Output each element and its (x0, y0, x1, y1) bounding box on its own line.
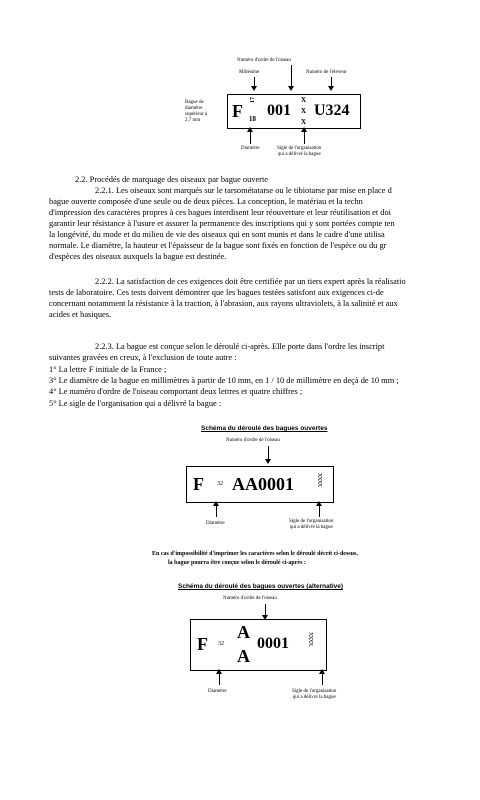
label-numero-ordre: Numéro d'ordre de l'oiseau (226, 438, 280, 443)
arrow-sigle (319, 505, 320, 517)
diagram-title: Schéma du déroulé des bagues ouvertes (201, 425, 328, 432)
sigle-x-mid: X (301, 107, 307, 115)
diametre-value: 18 (249, 115, 256, 123)
label-bague-diametre: Bague de diamètre supérieur à 2,7 mm (185, 100, 208, 123)
paragraph-line: 2.2.2. La satisfaction de ces exigences doit être certifiée par un tiers expert après la réalisatio (95, 277, 406, 286)
paragraph-line: bague ouverte composée d'une seule ou de deux pièces. La conception, le matériau et la techn (49, 197, 363, 206)
arrow-numero-eleveur (331, 77, 332, 87)
ring-box-1 (227, 94, 361, 129)
eleveur-value: U324 (314, 102, 350, 119)
list-item: 4° Le numéro d'ordre de l'oiseau comportant deux lettres et quatre chiffres ; (49, 387, 303, 396)
label-diametre: Diamètre (208, 689, 227, 694)
label-diametre: Diamètre (206, 521, 225, 526)
sigle-x-top: X (301, 96, 307, 104)
paragraph-line: d'impression des caractères propres à ces bagues interdisent leur réouverture et leur réutilisation et doi (49, 208, 391, 217)
label-numero-ordre: Numéro d'ordre de l'oiseau (223, 596, 277, 601)
ring-box-2 (186, 466, 334, 503)
label-sigle: Sigle de l'organisation qui a délivré la bague (277, 146, 322, 157)
section-heading-2-2: 2.2. Procédés de marquage des oiseaux par bague ouverte (75, 175, 269, 184)
list-item: 1° La lettre F initiale de la France ; (49, 365, 167, 374)
paragraph-line: tests de laboratoire. Ces tests doivent démontrer que les bagues testées satisfont aux exigences ci-de (49, 288, 384, 297)
note-line-1: En cas d'impossibilité d'imprimer les caractères selon le déroulé décrit ci-dessus, (152, 551, 358, 557)
label-sigle: Sigle de l'organisation qui a délivré la bague (289, 519, 334, 530)
label-numero-ordre: Numéro d'ordre de l'oiseau (237, 58, 291, 63)
paragraph-line: 2.2.1. Les oiseaux sont marqués sur le tarsométatarse ou le tibiotarse par mise en place d (95, 186, 392, 195)
arrow-diametre (250, 131, 251, 144)
list-item: 5° Le sigle de l'organisation qui a délivré la bague : (49, 399, 222, 408)
letter-a-top: A (237, 622, 250, 642)
arrow-diametre (216, 505, 217, 517)
millesime-value: 17 (250, 97, 256, 103)
diametre-value: 32 (217, 481, 223, 487)
sigle-x-bottom: X (301, 118, 307, 126)
note-line-2: la bague pourra être conçue selon le déroulé ci-après : (168, 560, 306, 566)
ordre-value: AA0001 (232, 474, 294, 494)
list-item: 3° Le diamètre de la bague en millimètres à partir de 10 mm, en 1 / 10 de millimètre en deçà de 10 mm ; (49, 376, 399, 385)
paragraph-line: acides et basiques. (49, 310, 112, 319)
ordre-value: 001 (267, 102, 291, 119)
paragraph-line: la longévité, du mode et du milieu de vie des oiseaux qui en sont munis et dans le cadre d'une utilisa (49, 230, 385, 239)
label-sigle: Sigle de l'organisation qui a délivré la bague (292, 689, 337, 700)
letter-f: F (197, 634, 208, 654)
arrow-diametre (219, 673, 220, 685)
letter-f: F (193, 474, 204, 494)
arrow-millesime (254, 77, 255, 87)
arrow-sigle (304, 131, 305, 144)
paragraph-line: suivantes gravées en creux, à l'exclusion de toute autre : (49, 353, 237, 362)
paragraph-line: normale. Le diamètre, la hauteur et l'épaisseur de la bague sont fixés en fonction de l'espèce ou du gr (49, 241, 387, 250)
label-diametre: Diamètre (241, 146, 260, 151)
letter-a-bottom: A (237, 646, 250, 666)
letter-f: F (232, 101, 243, 121)
label-millesime: Millésime (239, 70, 260, 75)
arrow-sigle (322, 673, 323, 685)
ordre-value: 0001 (257, 635, 289, 652)
arrow-numero-ordre (268, 446, 269, 460)
diagram-title: Schéma du déroulé des bagues ouvertes (alternative) (178, 583, 344, 590)
ring-box-3 (190, 619, 327, 671)
diametre-value: 32 (218, 641, 224, 647)
label-numero-eleveur: Numéro de l'éleveur (306, 70, 347, 75)
sigle-value: XXXX (307, 632, 313, 646)
paragraph-line: d'espèces des oiseaux auxquels la bague est destinée. (49, 252, 227, 261)
arrow-numero-ordre (265, 604, 266, 616)
paragraph-line: garantir leur résistance à l'usure et assurer la permanence des inscriptions qui y sont portées compte ten (49, 219, 395, 228)
paragraph-line: 2.2.3. La bague est conçue selon le déroulé ci-après. Elle porte dans l'ordre les inscript (95, 342, 385, 351)
sigle-value: XXXX (316, 473, 322, 487)
arrow-numero-ordre (291, 65, 292, 87)
paragraph-line: concernant notamment la résistance à la traction, à l'abrasion, aux rayons ultraviolets, à la salinité et aux (49, 299, 398, 308)
